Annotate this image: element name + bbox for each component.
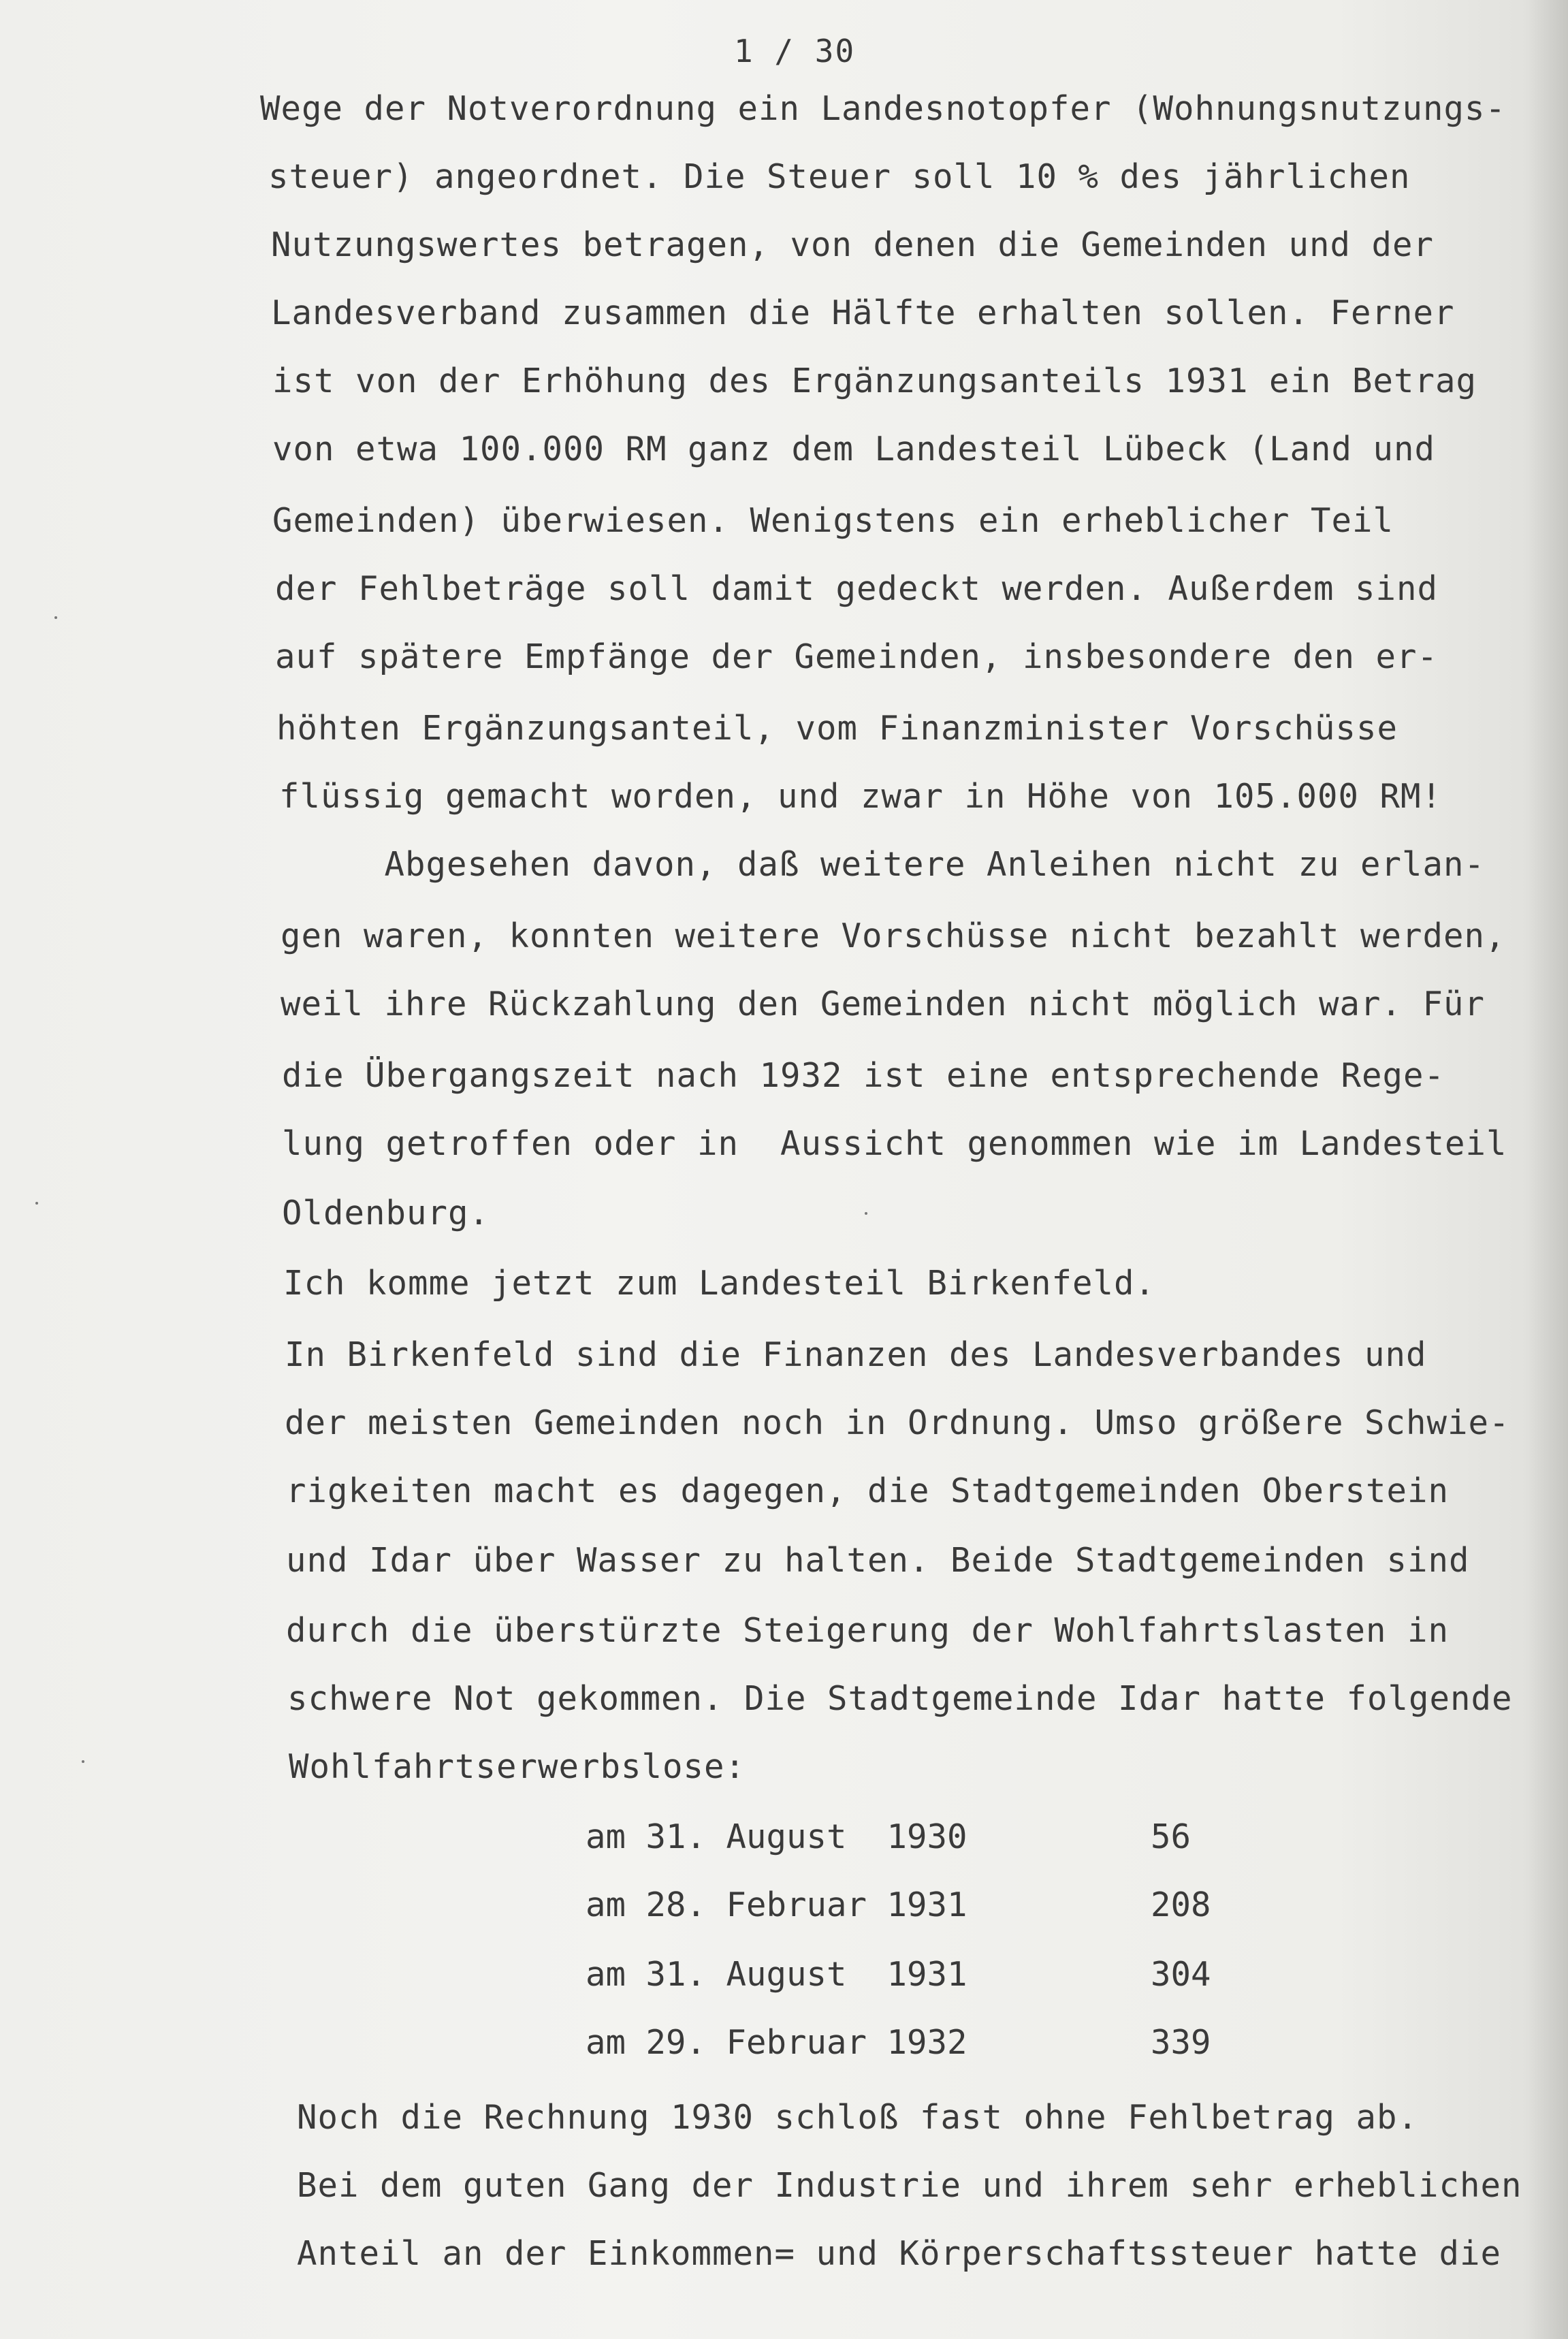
text-line: Landesverband zusammen die Hälfte erhalten sollen. Ferner: [271, 293, 1455, 332]
page-number: 1 / 30: [734, 33, 856, 69]
text-line: steuer) angeordnet. Die Steuer soll 10 % des jährlichen: [268, 157, 1411, 196]
text-line: Noch die Rechnung 1930 schloß fast ohne Fehlbetrag ab.: [297, 2098, 1419, 2137]
page-edge-shadow: [1527, 0, 1568, 2339]
scan-speck: [35, 1202, 38, 1205]
text-line: weil ihre Rückzahlung den Gemeinden nicht möglich war. Für: [281, 985, 1486, 1023]
text-line: Wege der Notverordnung ein Landesnotopfer (Wohnungsnutzungs-: [260, 89, 1507, 128]
text-line: Oldenburg.: [282, 1194, 490, 1232]
scan-speck: [82, 1760, 84, 1763]
table-row: [586, 2022, 1239, 2063]
text-line: Gemeinden) überwiesen. Wenigstens ein erheblicher Teil: [272, 501, 1394, 540]
table-row: [586, 1885, 1239, 1926]
text-line: durch die überstürzte Steigerung der Wohlfahrtslasten in: [286, 1611, 1450, 1650]
table-date: am 31. August 1931: [586, 1955, 967, 1994]
text-line: der Fehlbeträge soll damit gedeckt werden. Außerdem sind: [275, 569, 1439, 608]
text-line: die Übergangszeit nach 1932 ist eine entsprechende Rege-: [282, 1056, 1445, 1095]
text-line: Anteil an der Einkommen= und Körperschaftssteuer hatte die: [297, 2234, 1502, 2273]
text-line: auf spätere Empfänge der Gemeinden, insbesondere den er-: [275, 637, 1439, 676]
text-line: gen waren, konnten weitere Vorschüsse nicht bezahlt werden,: [281, 917, 1506, 955]
text-line: Bei dem guten Gang der Industrie und ihrem sehr erheblichen: [297, 2166, 1522, 2205]
text-line: höhten Ergänzungsanteil, vom Finanzminister Vorschüsse: [276, 709, 1398, 748]
scan-speck: [865, 1212, 867, 1215]
text-line: Wohlfahrtserwerbslose:: [289, 1747, 746, 1786]
table-date: am 28. Februar 1931: [586, 1885, 967, 1924]
text-line: der meisten Gemeinden noch in Ordnung. Umso größere Schwie-: [285, 1403, 1510, 1442]
table-count: 208: [1151, 1885, 1211, 1924]
text-line: rigkeiten macht es dagegen, die Stadtgemeinden Oberstein: [286, 1471, 1450, 1510]
text-line: ist von der Erhöhung des Ergänzungsanteils 1931 ein Betrag: [272, 362, 1477, 400]
table-count: 304: [1151, 1955, 1211, 1994]
table-row: [586, 1954, 1239, 1995]
text-line: Abgesehen davon, daß weitere Anleihen nicht zu erlan-: [281, 845, 1486, 884]
table-date: am 31. August 1930: [586, 1817, 967, 1856]
text-line: und Idar über Wasser zu halten. Beide Stadtgemeinden sind: [286, 1541, 1470, 1580]
table-count: 56: [1151, 1817, 1191, 1856]
text-line: In Birkenfeld sind die Finanzen des Landesverbandes und: [285, 1335, 1427, 1374]
table-count: 339: [1151, 2023, 1211, 2062]
text-line: lung getroffen oder in Aussicht genommen wie im Landesteil: [282, 1124, 1507, 1163]
text-line: flüssig gemacht worden, und zwar in Höhe von 105.000 RM!: [279, 777, 1443, 816]
text-line: schwere Not gekommen. Die Stadtgemeinde Idar hatte folgende: [287, 1679, 1513, 1718]
text-line: Ich komme jetzt zum Landesteil Birkenfeld.: [283, 1264, 1156, 1303]
scan-speck: [54, 616, 57, 619]
text-line: Nutzungswertes betragen, von denen die Gemeinden und der: [271, 225, 1435, 264]
table-row: [586, 1817, 1239, 1858]
table-date: am 29. Februar 1932: [586, 2023, 967, 2062]
text-line: von etwa 100.000 RM ganz dem Landesteil Lübeck (Land und: [272, 430, 1436, 468]
